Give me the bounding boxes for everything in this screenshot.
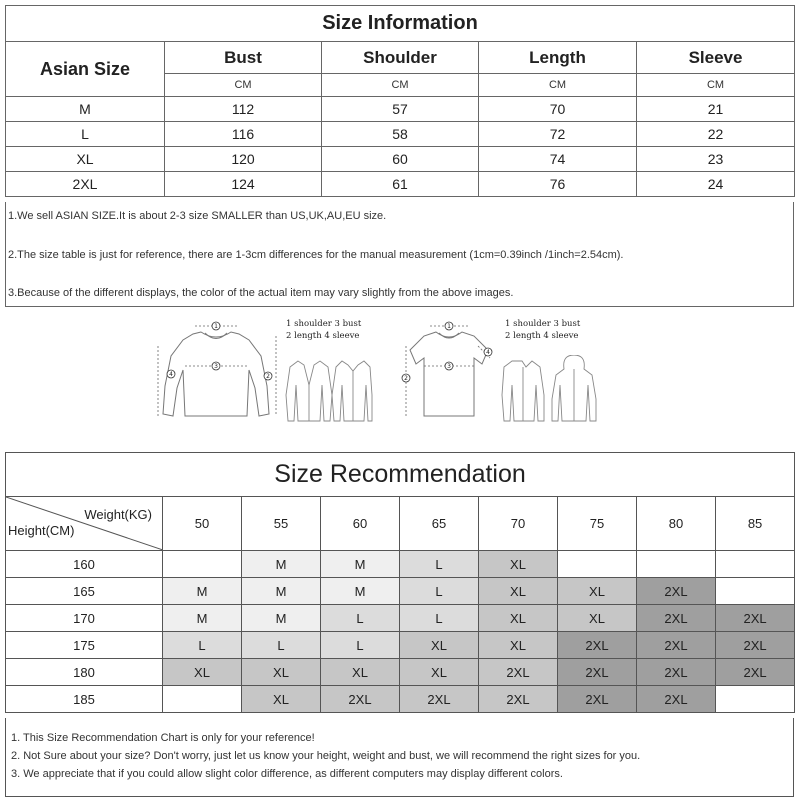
legend-line-2: 2 length 4 sleeve (505, 331, 579, 341)
size-cell: XL (479, 605, 558, 632)
weight-header-row (6, 497, 795, 551)
table-row (6, 122, 795, 147)
size-cell: L (400, 551, 479, 578)
size-cell: XL (321, 659, 400, 686)
rec-note-3: 3. We appreciate that if you could allow slight color difference, as different computers may display different colors. (11, 768, 563, 780)
size-cell: 2XL (637, 605, 716, 632)
height-axis-label: Height(CM) (8, 523, 75, 538)
size-cell: XL (479, 632, 558, 659)
height-cell: 160 (6, 551, 163, 578)
size-cell: 2XL (558, 632, 637, 659)
weight-col-header: 80 (637, 497, 716, 551)
size-cell: M (321, 551, 400, 578)
value-cell: 21 (637, 97, 795, 122)
size-cell: 2XL (716, 659, 795, 686)
size-cell: L (6, 122, 165, 147)
long-sleeve-measurement-diagram (155, 316, 283, 426)
size-cell: XL (6, 147, 165, 172)
table-row (6, 578, 795, 605)
size-cell: XL (479, 551, 558, 578)
value-cell: 24 (637, 172, 795, 197)
table-row (6, 632, 795, 659)
table-row (6, 172, 795, 197)
marker-3: 3 (447, 363, 451, 370)
size-cell (716, 686, 795, 713)
size-cell: 2XL (321, 686, 400, 713)
size-cell: XL (400, 632, 479, 659)
size-cell: 2XL (637, 632, 716, 659)
value-cell: 120 (165, 147, 322, 172)
marker-2: 2 (404, 375, 408, 382)
weight-col-header: 60 (321, 497, 400, 551)
size-cell (163, 686, 242, 713)
unit-label: CM (165, 74, 322, 97)
jacket-shirt-icons (284, 355, 374, 427)
sleeve-header: Sleeve (637, 42, 795, 74)
table-row (6, 659, 795, 686)
height-cell: 165 (6, 578, 163, 605)
size-cell: XL (163, 659, 242, 686)
size-cell: 2XL (558, 686, 637, 713)
size-cell (716, 551, 795, 578)
shirt-hoodie-icons (500, 355, 600, 427)
size-cell: M (163, 605, 242, 632)
value-cell: 22 (637, 122, 795, 147)
marker-1: 1 (447, 323, 451, 330)
size-cell: 2XL (637, 686, 716, 713)
value-cell: 61 (322, 172, 479, 197)
corner-cell (6, 497, 163, 551)
value-cell: 70 (479, 97, 637, 122)
size-cell: XL (558, 578, 637, 605)
size-cell: 2XL (716, 605, 795, 632)
weight-axis-label: Weight(KG) (84, 507, 152, 522)
value-cell: 124 (165, 172, 322, 197)
shoulder-header: Shoulder (322, 42, 479, 74)
weight-col-header: 75 (558, 497, 637, 551)
rec-note-2: 2. Not Sure about your size? Don't worry, just let us know your height, weight and bust, we will recommend the right sizes for you. (11, 750, 641, 762)
size-cell: M (242, 605, 321, 632)
size-cell: XL (400, 659, 479, 686)
size-cell: L (400, 605, 479, 632)
weight-col-header: 50 (163, 497, 242, 551)
weight-col-header: 65 (400, 497, 479, 551)
note-2: 2.The size table is just for reference, there are 1-3cm differences for the manual measurement (1cm=0.39inch /1inch=2.54cm). (8, 249, 624, 261)
size-cell: L (321, 605, 400, 632)
legend-line-2: 2 length 4 sleeve (286, 331, 360, 341)
size-information-title: Size Information (6, 6, 795, 42)
marker-2: 2 (266, 373, 270, 380)
legend-line-1: 1 shoulder 3 bust (505, 319, 581, 329)
value-cell: 58 (322, 122, 479, 147)
size-cell (637, 551, 716, 578)
value-cell: 74 (479, 147, 637, 172)
marker-3: 3 (214, 363, 218, 370)
height-cell: 180 (6, 659, 163, 686)
size-cell: 2XL (400, 686, 479, 713)
size-cell: 2XL (479, 659, 558, 686)
size-cell: L (242, 632, 321, 659)
value-cell: 112 (165, 97, 322, 122)
size-cell: 2XL (637, 578, 716, 605)
unit-label: CM (322, 74, 479, 97)
size-cell: 2XL (637, 659, 716, 686)
size-cell: XL (242, 659, 321, 686)
size-cell: M (6, 97, 165, 122)
size-recommendation-title: Size Recommendation (6, 453, 795, 497)
value-cell: 116 (165, 122, 322, 147)
note-1: 1.We sell ASIAN SIZE.It is about 2-3 size SMALLER than US,UK,AU,EU size. (8, 210, 387, 222)
marker-1: 1 (214, 323, 218, 330)
weight-col-header: 85 (716, 497, 795, 551)
unit-label: CM (479, 74, 637, 97)
marker-4: 4 (486, 349, 490, 356)
table-row (6, 605, 795, 632)
value-cell: 57 (322, 97, 479, 122)
value-cell: 76 (479, 172, 637, 197)
size-recommendation-table (5, 452, 795, 713)
legend-line-1: 1 shoulder 3 bust (286, 319, 362, 329)
size-cell: 2XL (6, 172, 165, 197)
size-cell: M (321, 578, 400, 605)
note-3: 3.Because of the different displays, the color of the actual item may vary slightly from the above images. (8, 287, 514, 299)
size-cell (716, 578, 795, 605)
height-cell: 175 (6, 632, 163, 659)
size-cell: 2XL (558, 659, 637, 686)
weight-col-header: 55 (242, 497, 321, 551)
size-cell: M (242, 578, 321, 605)
size-cell: XL (558, 605, 637, 632)
size-cell: 2XL (479, 686, 558, 713)
height-cell: 170 (6, 605, 163, 632)
marker-4: 4 (169, 371, 173, 378)
value-cell: 60 (322, 147, 479, 172)
height-cell: 185 (6, 686, 163, 713)
size-cell: XL (242, 686, 321, 713)
size-cell: L (163, 632, 242, 659)
size-information-table (5, 5, 795, 197)
table-row (6, 97, 795, 122)
rec-note-1: 1. This Size Recommendation Chart is only for your reference! (11, 732, 315, 744)
value-cell: 72 (479, 122, 637, 147)
recommendation-notes (5, 718, 794, 797)
bust-header: Bust (165, 42, 322, 74)
size-cell (163, 551, 242, 578)
size-cell: 2XL (716, 632, 795, 659)
table-row (6, 147, 795, 172)
size-cell (558, 551, 637, 578)
length-header: Length (479, 42, 637, 74)
size-cell: M (242, 551, 321, 578)
table-row (6, 686, 795, 713)
size-notes (5, 202, 794, 307)
size-cell: M (163, 578, 242, 605)
tshirt-measurement-diagram (398, 316, 500, 426)
size-cell: L (400, 578, 479, 605)
value-cell: 23 (637, 147, 795, 172)
asian-size-header: Asian Size (6, 42, 165, 97)
size-cell: L (321, 632, 400, 659)
size-cell: XL (479, 578, 558, 605)
weight-col-header: 70 (479, 497, 558, 551)
unit-label: CM (637, 74, 795, 97)
table-row (6, 551, 795, 578)
